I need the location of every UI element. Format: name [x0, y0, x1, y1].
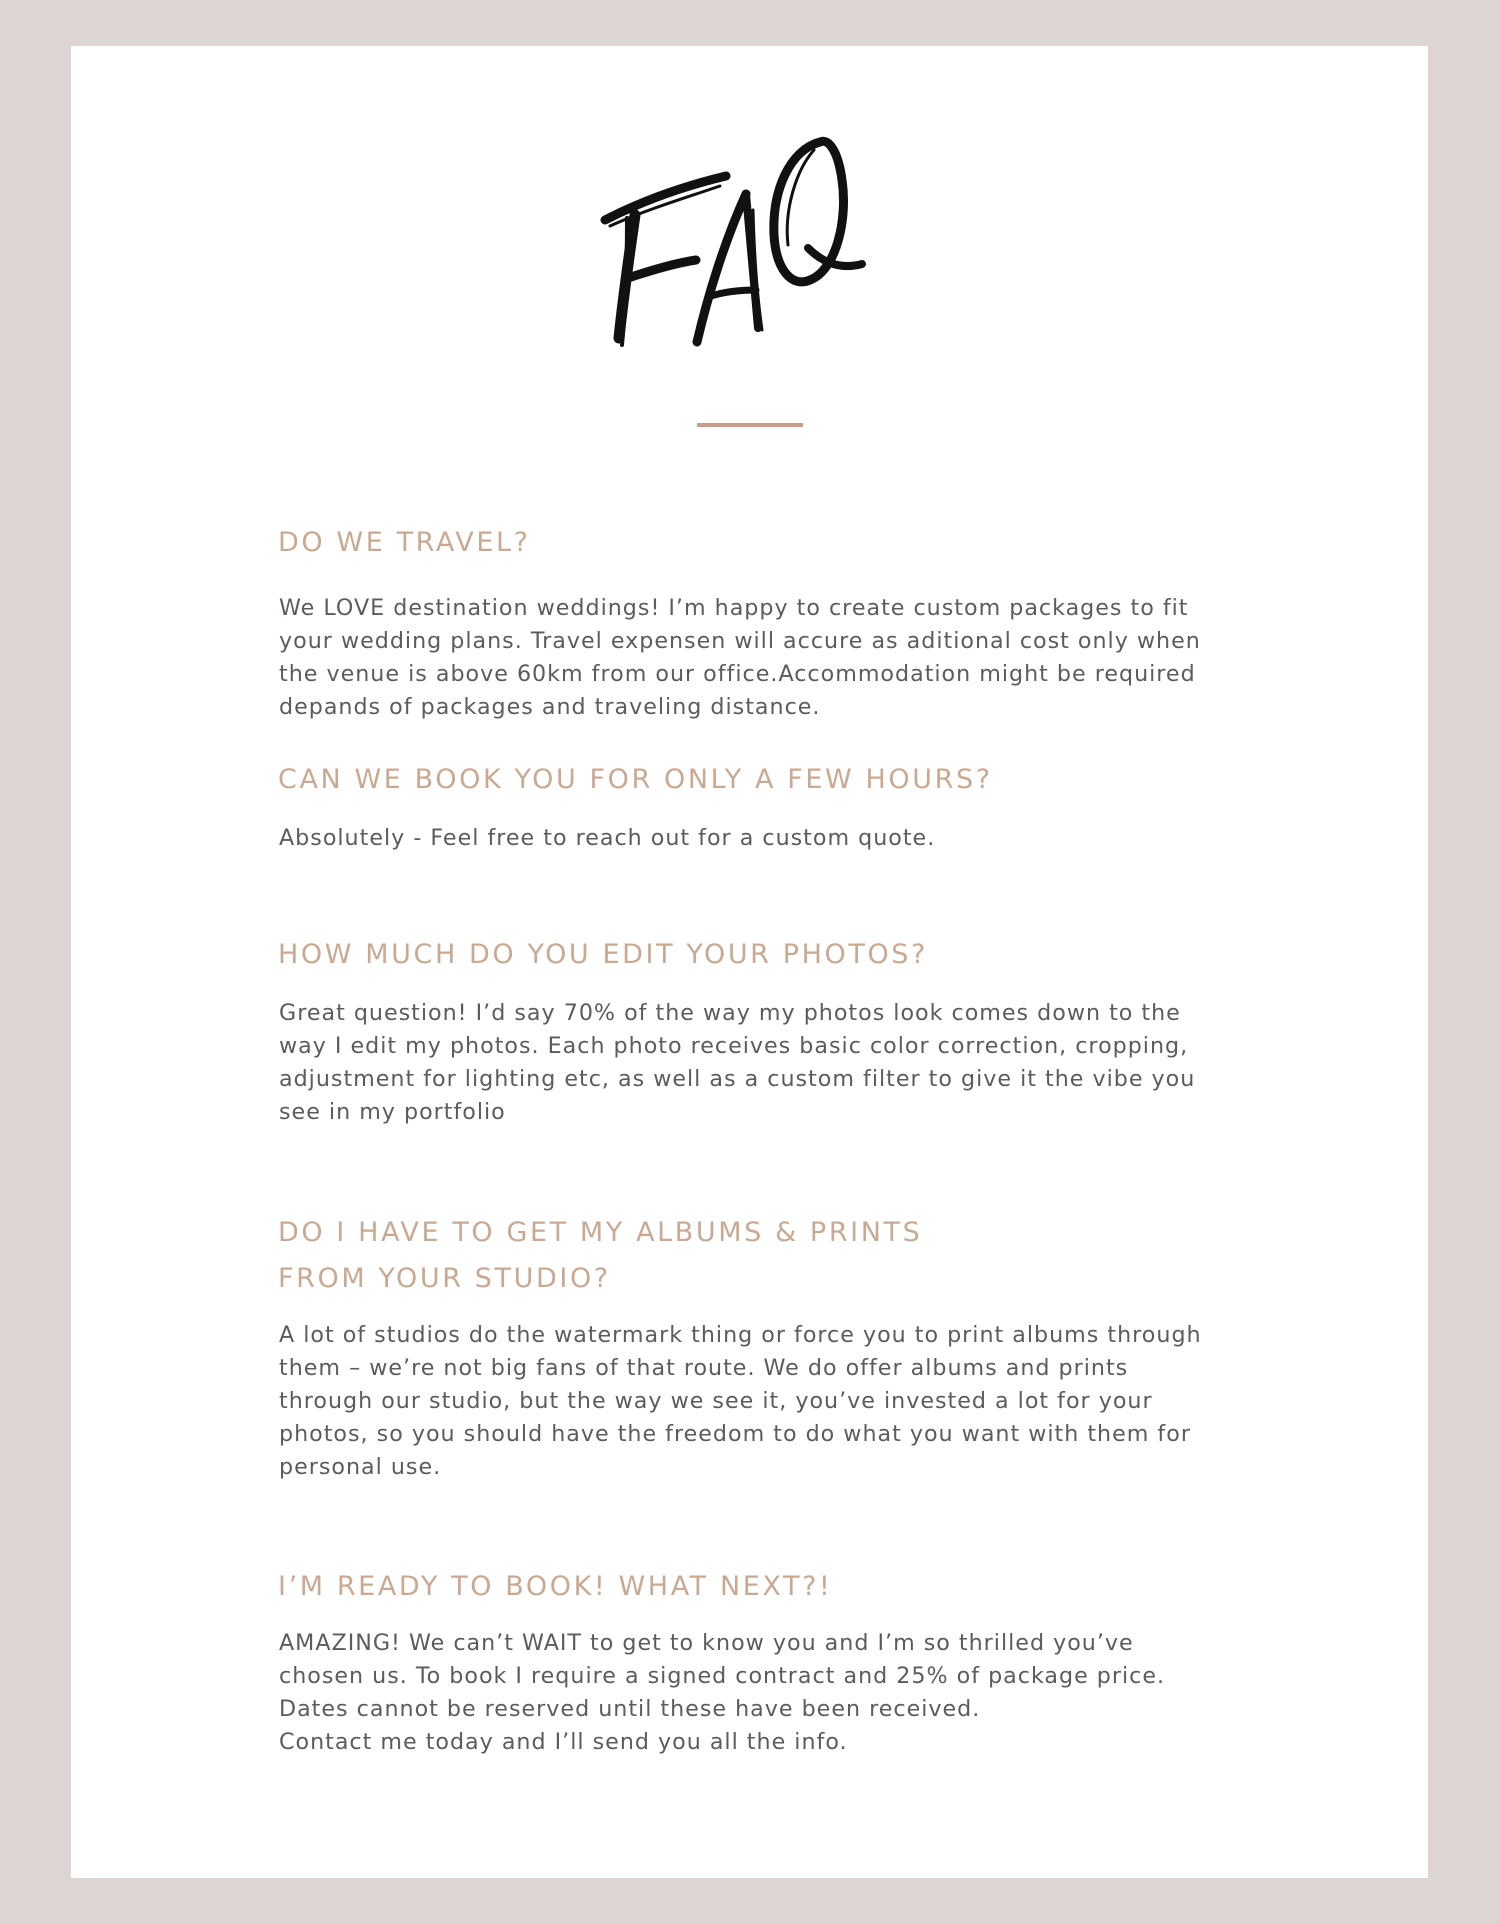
faq-question-travel: DO WE TRAVEL? [278, 527, 531, 558]
title-divider [697, 423, 803, 427]
faq-question-albums-prints: DO I HAVE TO GET MY ALBUMS & PRINTS FROM YOUR STUDIO? [278, 1217, 923, 1294]
faq-answer-ready-to-book: AMAZING! We can’t WAIT to get to know you and I’m so thrilled you’ve chosen us. To book I require a signed contract and 25% of package price. Dates cannot be reserved until these have been received. Contact me today and I’ll send you all the info. [279, 1630, 1166, 1755]
faq-answer-travel: We LOVE destination weddings! I’m happy to create custom packages to fit your wedding plans. Travel expensen will accure as aditional cost only when the venue is above 60km from our office.Accommodation might be required depands of packages and traveling distance. [279, 595, 1201, 720]
faq-question-few-hours: CAN WE BOOK YOU FOR ONLY A FEW HOURS? [278, 764, 993, 795]
faq-answer-editing: Great question! I’d say 70% of the way my photos look comes down to the way I edit my photos. Each photo receives basic color correction, cropping, adjustment for lighting etc, as well as a custom filter to give it the vibe you see in my portfolio [279, 1000, 1196, 1125]
faq-answer-few-hours: Absolutely - Feel free to reach out for a custom quote. [279, 825, 936, 851]
faq-handwritten-title [600, 120, 900, 350]
faq-question-editing: HOW MUCH DO YOU EDIT YOUR PHOTOS? [278, 939, 928, 970]
page-title [0, 120, 1500, 350]
faq-answer-albums-prints: A lot of studios do the watermark thing or force you to print albums through them – we’re not big fans of that route. We do offer albums and prints through our studio, but the way we see it, you’ve invested a lot for your photos, so you should have the freedom to do what you want with them for personal use. [279, 1322, 1202, 1480]
faq-question-ready-to-book: I’M READY TO BOOK! WHAT NEXT?! [278, 1571, 833, 1602]
